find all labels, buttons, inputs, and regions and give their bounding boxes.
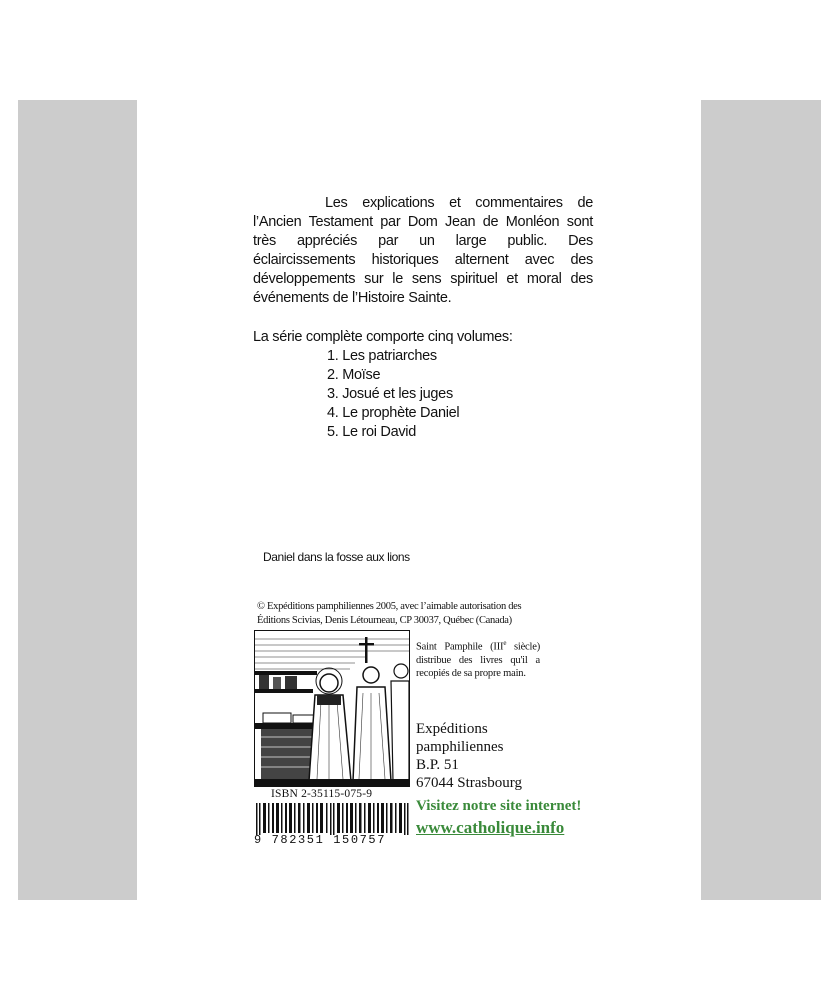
volume-item: 5. Le roi David: [327, 424, 416, 440]
left-gray-panel: [18, 100, 137, 900]
century-superscript: e: [503, 639, 507, 647]
volume-item: 4. Le prophète Daniel: [327, 405, 460, 421]
publisher-name-line2: pamphiliennes: [416, 739, 504, 755]
caption-text-start: Saint Pamphile (III: [416, 641, 504, 653]
caption-text-end: siècle) distribue des livres qu'il a recopiés de sa propre main.: [416, 641, 540, 679]
volume-item: 3. Josué et les juges: [327, 386, 453, 402]
series-intro: La série complète comporte cinq volumes:: [253, 329, 513, 345]
right-gray-panel: [701, 100, 821, 900]
publisher-name-line1: Expéditions: [416, 721, 488, 737]
website-link[interactable]: www.catholique.info: [416, 818, 565, 837]
volume-item: 1. Les patriarches: [327, 348, 437, 364]
isbn-label: ISBN 2-35115-075-9: [271, 788, 373, 800]
barcode-digits: 9 782351 150757: [254, 833, 387, 847]
volume-item: 2. Moïse: [327, 367, 381, 383]
visit-website-text: Visitez notre site internet!: [416, 798, 582, 814]
saint-pamphile-engraving: [254, 630, 410, 787]
engraving-caption: [416, 637, 540, 680]
publisher-city: 67044 Strasbourg: [416, 775, 522, 791]
intro-paragraph: [253, 194, 593, 308]
intro-text: Les explications et commentaires de l’Ancien Testament par Dom Jean de Monléon sont très appréciés par un large public. Des éclaircissements historiques alternent avec des développements sur le sens spirituel et moral des événements de l’Histoire Sainte.: [253, 195, 593, 306]
volume-list: [327, 347, 459, 442]
publisher-box: B.P. 51: [416, 757, 459, 773]
book-back-cover: [137, 100, 701, 900]
publisher-address: [416, 720, 522, 792]
engraving-illustration: [255, 631, 409, 786]
cover-image-caption: Daniel dans la fosse aux lions: [263, 550, 410, 564]
copyright-notice: © Expéditions pamphiliennes 2005, avec l’aimable autorisation des Éditions Scivias, Denis Létourneau, CP 30037, Québec (Canada): [257, 601, 522, 626]
